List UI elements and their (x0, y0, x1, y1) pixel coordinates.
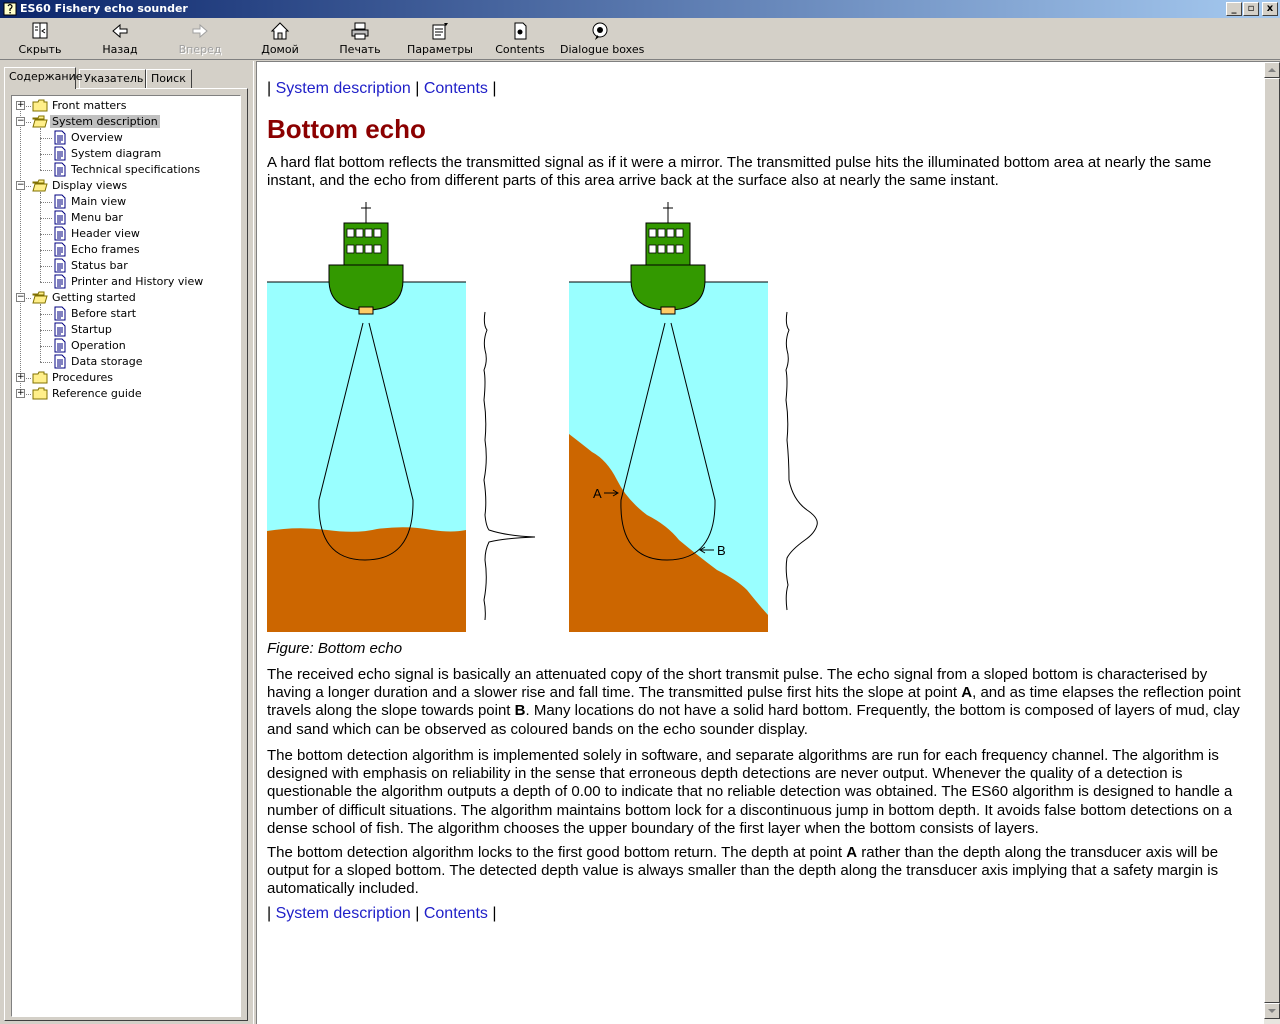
vertical-scrollbar[interactable] (1264, 62, 1280, 1024)
printer-icon (349, 21, 371, 41)
para1-text-2: , and as time elapses the reflection point travels along the slope towards point (267, 684, 1241, 720)
paragraph-echo-signal (267, 666, 1247, 739)
tree-item-label: Technical specifications (71, 163, 201, 176)
expand-icon[interactable]: + (17, 100, 25, 110)
sloped-bottom-scene (569, 202, 817, 632)
help-page-icon (52, 258, 68, 273)
echo-trace-sloped (786, 312, 817, 610)
help-page-icon (52, 162, 68, 177)
tree-item-label: Startup (71, 323, 112, 336)
point-a-label: A (593, 486, 602, 501)
collapse-icon[interactable]: − (17, 292, 25, 302)
contents-tree (11, 95, 241, 1017)
figure-caption: Figure: Bottom echo (267, 640, 403, 657)
dialogue-boxes-button[interactable] (560, 20, 645, 58)
print-button-label: Печать (339, 43, 381, 56)
options-icon (429, 21, 451, 41)
tab-search[interactable] (146, 69, 192, 88)
seabed-flat (267, 527, 466, 632)
help-page-icon (52, 210, 68, 225)
help-page-icon (52, 194, 68, 209)
topic-pane (256, 61, 1280, 1024)
tree-item-label: Reference guide (52, 387, 142, 400)
hide-button-label: Скрыть (18, 43, 62, 56)
tree-page-item[interactable] (12, 210, 240, 226)
tree-page-item[interactable] (12, 226, 240, 242)
tree-item-label: Procedures (52, 371, 113, 384)
help-app-icon (3, 1, 18, 16)
navigation-pane (0, 61, 253, 1024)
contents-link[interactable]: Contents (423, 905, 488, 922)
tree-item-label: Before start (71, 307, 137, 320)
tab-contents[interactable] (4, 67, 83, 89)
folder-icon (32, 98, 48, 113)
window-title: ES60 Fishery echo sounder (20, 2, 188, 15)
home-icon (269, 21, 291, 41)
tree-item-label: System diagram (71, 147, 162, 160)
paragraph-detection-algorithm: The bottom detection algorithm is implemented solely in software, and separate algorithms are run for each frequency channel. The algorithm is designed with emphasis on reliability in the sense that erroneous depth detections are never output. Whenever the quality of a detection is questionable the algorithm outputs a depth of 0.00 to indicate that no reliable detection was obtained. The ES60 algorithm is designed to handle a number of difficult situations. The algorithm maintains bottom lock for a discontinuous jump in bottom depth. It avoids false bottom detections on a dense school of fish. The algorithm chooses the upper boundary of the first layer when the bottom consists of layers. (267, 747, 1233, 837)
open-folder-icon (32, 178, 48, 193)
tab-index-label: Указатель (84, 72, 144, 85)
tree-item-label: Getting started (52, 291, 136, 304)
para1-text-3: . Many locations do not have a solid hard bottom. Frequently, the bottom is composed of layers of mud, clay and sand which can be observed as coloured bands on the echo sounder display. (267, 702, 1240, 738)
open-folder-icon (32, 290, 48, 305)
tree-item-label: System description (52, 115, 158, 128)
help-page-icon (52, 354, 68, 369)
tab-contents-label: Содержание (9, 70, 83, 83)
contents-icon (509, 21, 531, 41)
tree-folder-item[interactable] (12, 178, 240, 194)
tree-item-label: Echo frames (71, 243, 140, 256)
folder-icon (32, 370, 48, 385)
forward-arrow-icon (189, 21, 211, 41)
options-button-label: Параметры (407, 43, 473, 56)
echo-trace-flat (484, 312, 535, 620)
scroll-down-button[interactable] (1264, 1003, 1280, 1019)
tree-item-label: Display views (52, 179, 128, 192)
tree-folder-item[interactable] (12, 370, 240, 386)
system-description-link[interactable]: System description (275, 905, 411, 922)
top-nav-links (267, 80, 497, 98)
transducer (661, 307, 675, 314)
para1-point-b: B (514, 702, 526, 720)
para3-point-a: A (846, 844, 858, 861)
tab-index[interactable] (79, 69, 146, 88)
help-page-icon (52, 338, 68, 353)
collapse-icon[interactable]: − (17, 180, 25, 190)
tree-item-label: Main view (71, 195, 127, 208)
options-button[interactable] (406, 20, 474, 58)
tree-item-label: Front matters (52, 99, 127, 112)
open-folder-icon (32, 114, 48, 129)
tree-item-label: Operation (71, 339, 126, 352)
ship-icon (631, 202, 705, 314)
bottom-echo-figure (267, 200, 827, 632)
para3-text-1: The bottom detection algorithm locks to the first good bottom return. The depth at point (267, 844, 847, 861)
intro-paragraph: A hard flat bottom reflects the transmitted signal as if it were a mirror. The transmitted pulse hits the illuminated bottom area at nearly the same instant, and the echo from different parts of this area arrive back at the surface also at nearly the same instant. (267, 154, 1212, 190)
nav-separator: | (492, 905, 497, 922)
system-description-link[interactable]: System description (275, 80, 411, 97)
scroll-down-arrow-icon (1265, 1004, 1279, 1018)
expand-icon[interactable]: + (17, 372, 25, 382)
tree-page-item[interactable] (12, 242, 240, 258)
help-page-icon (52, 242, 68, 257)
scroll-thumb[interactable] (1264, 78, 1280, 1003)
expand-icon[interactable]: + (17, 388, 25, 398)
paragraph-bottom-lock (267, 844, 1247, 899)
tree-page-item[interactable] (12, 338, 240, 354)
tree-page-item[interactable] (12, 306, 240, 322)
back-button[interactable] (92, 20, 148, 58)
nav-separator: | (492, 80, 497, 97)
toolbar (0, 18, 1280, 60)
dialogue-boxes-icon (589, 21, 611, 41)
collapse-icon[interactable]: − (17, 116, 25, 126)
forward-button[interactable] (172, 20, 228, 58)
tree-folder-item[interactable] (12, 114, 240, 130)
contents-tab-panel (4, 88, 248, 1021)
folder-icon (32, 386, 48, 401)
contents-button-label: Contents (495, 43, 545, 56)
back-arrow-icon (109, 21, 131, 41)
hide-button[interactable] (12, 20, 68, 58)
help-page-icon (52, 146, 68, 161)
home-button-label: Домой (261, 43, 299, 56)
para1-point-a: A (961, 684, 973, 702)
contents-button[interactable] (494, 20, 546, 58)
tab-search-label: Поиск (151, 72, 186, 85)
tree-item-label: Printer and History view (71, 275, 204, 288)
scroll-up-button[interactable] (1264, 62, 1280, 78)
close-button[interactable]: x (1262, 2, 1278, 16)
nav-separator: | (267, 80, 272, 97)
tree-page-item[interactable] (12, 194, 240, 210)
para3-text-2: rather than the depth along the transducer axis will be output for a sloped bottom. The detected depth value is always smaller than the depth along the transducer axis implying that a safety margin is automatically included. (267, 844, 1219, 898)
help-page-icon (52, 306, 68, 321)
tree-page-item[interactable] (12, 354, 240, 370)
tree-page-item[interactable] (12, 162, 240, 178)
point-b-label: B (717, 543, 726, 558)
maximize-button[interactable]: ▫ (1243, 2, 1259, 16)
page-title: Bottom echo (267, 114, 426, 144)
forward-button-label: Вперед (178, 43, 222, 56)
tree-item-label: Header view (71, 227, 140, 240)
back-button-label: Назад (102, 43, 138, 56)
tree-page-item[interactable] (12, 146, 240, 162)
print-button[interactable] (332, 20, 388, 58)
tree-folder-item[interactable] (12, 386, 240, 402)
tree-item-label: Overview (71, 131, 123, 144)
tree-page-item[interactable] (12, 258, 240, 274)
tree-folder-item[interactable] (12, 290, 240, 306)
home-button[interactable] (252, 20, 308, 58)
nav-separator: | (415, 905, 420, 922)
tree-item-label: Menu bar (71, 211, 123, 224)
tree-page-item[interactable] (12, 322, 240, 338)
flat-bottom-scene (267, 202, 535, 632)
help-page-icon (52, 274, 68, 289)
contents-link[interactable]: Contents (423, 80, 488, 97)
bottom-nav-links (267, 905, 497, 923)
title-bar (0, 0, 1280, 18)
hide-icon (29, 21, 51, 41)
help-page-icon (52, 322, 68, 337)
tree-item-label: Data storage (71, 355, 143, 368)
nav-separator: | (415, 80, 420, 97)
minimize-button[interactable]: _ (1226, 2, 1242, 16)
scroll-up-arrow-icon (1265, 63, 1279, 77)
tree-item-label: Status bar (71, 259, 128, 272)
para1-text-1: The received echo signal is basically an attenuated copy of the short transmit pulse. The echo signal from a sloped bottom is characterised by having a longer duration and a slower rise and fall time. The transmitted pulse first hits the slope at point (267, 666, 1208, 702)
tree-folder-item[interactable] (12, 98, 240, 114)
help-page-icon (52, 226, 68, 241)
dialogue-boxes-button-label: Dialogue boxes (560, 43, 645, 56)
tree-page-item[interactable] (12, 130, 240, 146)
help-page-icon (52, 130, 68, 145)
ship-icon (329, 202, 403, 314)
transducer (359, 307, 373, 314)
tree-page-item[interactable] (12, 274, 240, 290)
nav-separator: | (267, 905, 272, 922)
